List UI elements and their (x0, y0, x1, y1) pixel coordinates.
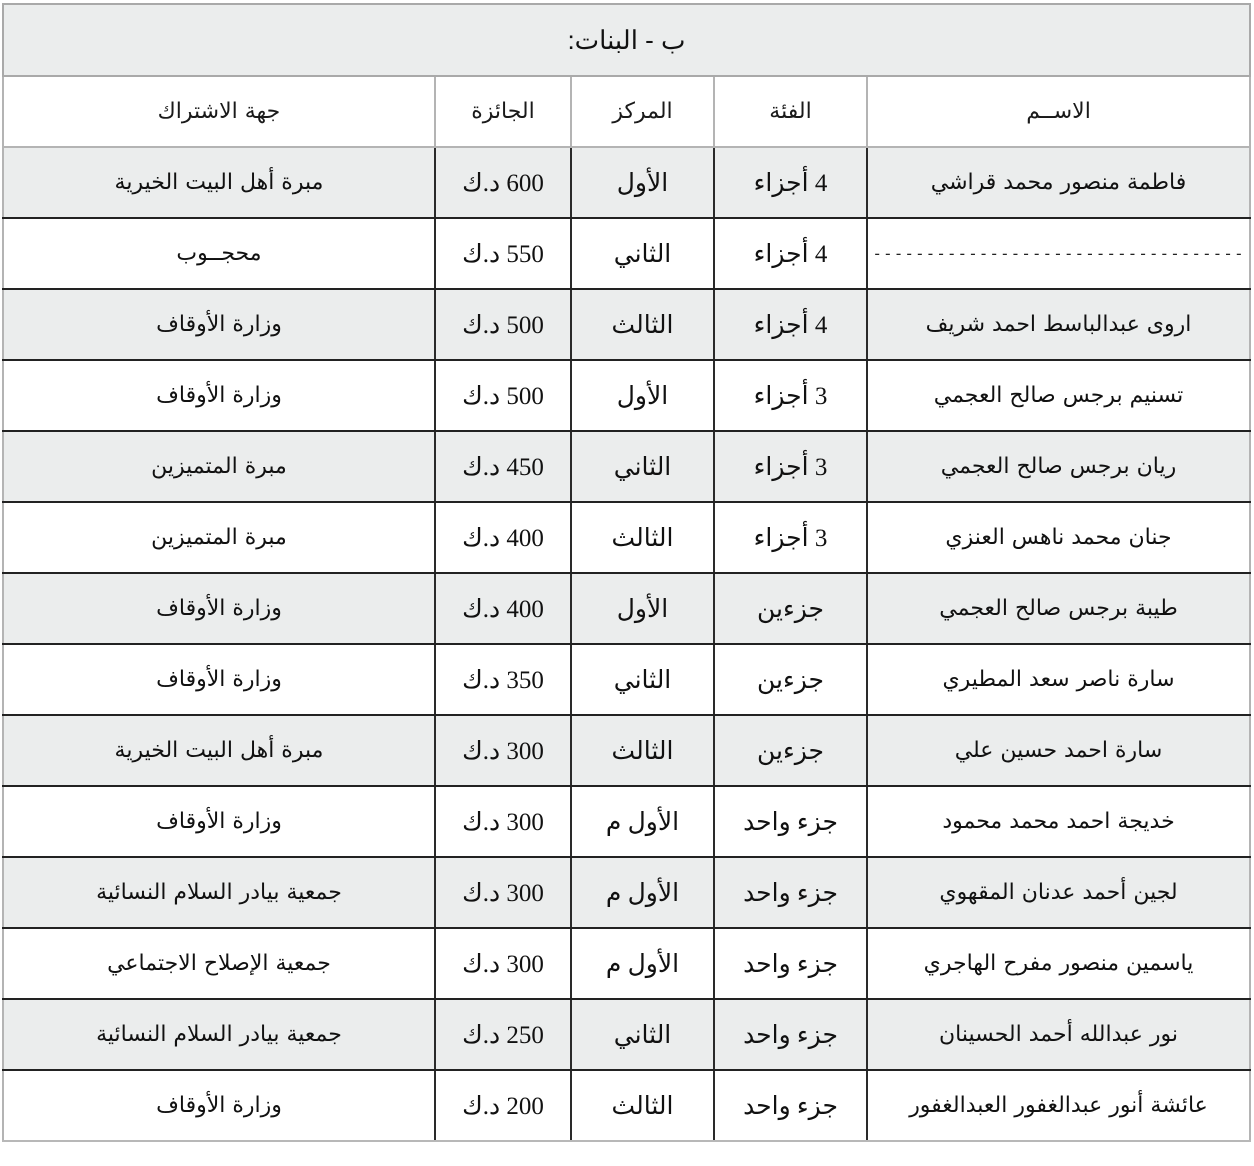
table-row (3, 289, 1250, 360)
girls-results-table (2, 3, 1251, 1142)
cell-category: جزء واحد (714, 857, 867, 928)
table-header-row (3, 76, 1250, 147)
cell-name: سارة ناصر سعد المطيري (867, 644, 1250, 715)
cell-prize: 300 د.ك (435, 715, 571, 786)
cell-category: 4 أجزاء (714, 218, 867, 289)
cell-rank: الأول م (571, 928, 714, 999)
cell-category: جزء واحد (714, 999, 867, 1070)
cell-entity: وزارة الأوقاف (3, 1070, 435, 1141)
cell-prize: 400 د.ك (435, 573, 571, 644)
cell-entity: مبرة أهل البيت الخيرية (3, 147, 435, 218)
table-row (3, 857, 1250, 928)
table-row (3, 928, 1250, 999)
cell-name: جنان محمد ناهس العنزي (867, 502, 1250, 573)
section-title: ب - البنات: (3, 4, 1250, 76)
cell-name: طيبة برجس صالح العجمي (867, 573, 1250, 644)
cell-category: 4 أجزاء (714, 147, 867, 218)
cell-category: جزءين (714, 644, 867, 715)
cell-entity: مبرة المتميزين (3, 502, 435, 573)
cell-name: تسنيم برجس صالح العجمي (867, 360, 1250, 431)
cell-prize: 350 د.ك (435, 644, 571, 715)
table-row (3, 573, 1250, 644)
table-row (3, 502, 1250, 573)
cell-category: 4 أجزاء (714, 289, 867, 360)
table-row (3, 999, 1250, 1070)
header-name: الاســم (867, 76, 1250, 147)
cell-category: 3 أجزاء (714, 431, 867, 502)
cell-prize: 200 د.ك (435, 1070, 571, 1141)
cell-category: جزء واحد (714, 786, 867, 857)
cell-name: خديجة احمد محمد محمود (867, 786, 1250, 857)
cell-rank: الأول (571, 147, 714, 218)
cell-rank: الثالث (571, 715, 714, 786)
cell-name: ياسمين منصور مفرح الهاجري (867, 928, 1250, 999)
cell-category: جزءين (714, 573, 867, 644)
header-entity: جهة الاشتراك (3, 76, 435, 147)
cell-entity: مبرة المتميزين (3, 431, 435, 502)
cell-name: لجين أحمد عدنان المقهوي (867, 857, 1250, 928)
cell-prize: 400 د.ك (435, 502, 571, 573)
cell-entity: جمعية بيادر السلام النسائية (3, 999, 435, 1070)
cell-rank: الأول م (571, 786, 714, 857)
cell-entity: مبرة أهل البيت الخيرية (3, 715, 435, 786)
cell-rank: الأول (571, 360, 714, 431)
table-row (3, 218, 1250, 289)
cell-prize: 300 د.ك (435, 928, 571, 999)
table-row (3, 147, 1250, 218)
cell-entity: محجــوب (3, 218, 435, 289)
cell-name: فاطمة منصور محمد قراشي (867, 147, 1250, 218)
table-row (3, 715, 1250, 786)
header-rank: المركز (571, 76, 714, 147)
cell-category: جزءين (714, 715, 867, 786)
cell-rank: الثاني (571, 431, 714, 502)
table-row (3, 644, 1250, 715)
cell-category: 3 أجزاء (714, 360, 867, 431)
cell-prize: 300 د.ك (435, 857, 571, 928)
results-document (4, 3, 1251, 1142)
cell-rank: الثاني (571, 999, 714, 1070)
cell-name: سارة احمد حسين علي (867, 715, 1250, 786)
cell-prize: 250 د.ك (435, 999, 571, 1070)
cell-name: نور عبدالله أحمد الحسينان (867, 999, 1250, 1070)
cell-prize: 500 د.ك (435, 289, 571, 360)
cell-entity: وزارة الأوقاف (3, 360, 435, 431)
cell-entity: وزارة الأوقاف (3, 644, 435, 715)
table-row (3, 360, 1250, 431)
cell-entity: وزارة الأوقاف (3, 289, 435, 360)
cell-rank: الثالث (571, 502, 714, 573)
header-prize: الجائزة (435, 76, 571, 147)
table-row (3, 786, 1250, 857)
cell-name: ----------------------------------- (867, 218, 1250, 289)
cell-prize: 450 د.ك (435, 431, 571, 502)
cell-entity: وزارة الأوقاف (3, 786, 435, 857)
cell-prize: 500 د.ك (435, 360, 571, 431)
cell-prize: 600 د.ك (435, 147, 571, 218)
cell-prize: 550 د.ك (435, 218, 571, 289)
cell-name: اروى عبدالباسط احمد شريف (867, 289, 1250, 360)
cell-prize: 300 د.ك (435, 786, 571, 857)
cell-category: 3 أجزاء (714, 502, 867, 573)
cell-rank: الثالث (571, 1070, 714, 1141)
header-category: الفئة (714, 76, 867, 147)
cell-category: جزء واحد (714, 928, 867, 999)
section-title-row (3, 4, 1250, 76)
cell-category: جزء واحد (714, 1070, 867, 1141)
cell-entity: جمعية الإصلاح الاجتماعي (3, 928, 435, 999)
cell-rank: الثاني (571, 218, 714, 289)
cell-name: عائشة أنور عبدالغفور العبدالغفور (867, 1070, 1250, 1141)
table-row (3, 1070, 1250, 1141)
cell-rank: الثالث (571, 289, 714, 360)
cell-rank: الأول م (571, 857, 714, 928)
cell-entity: وزارة الأوقاف (3, 573, 435, 644)
table-row (3, 431, 1250, 502)
cell-entity: جمعية بيادر السلام النسائية (3, 857, 435, 928)
cell-rank: الثاني (571, 644, 714, 715)
cell-name: ريان برجس صالح العجمي (867, 431, 1250, 502)
cell-rank: الأول (571, 573, 714, 644)
